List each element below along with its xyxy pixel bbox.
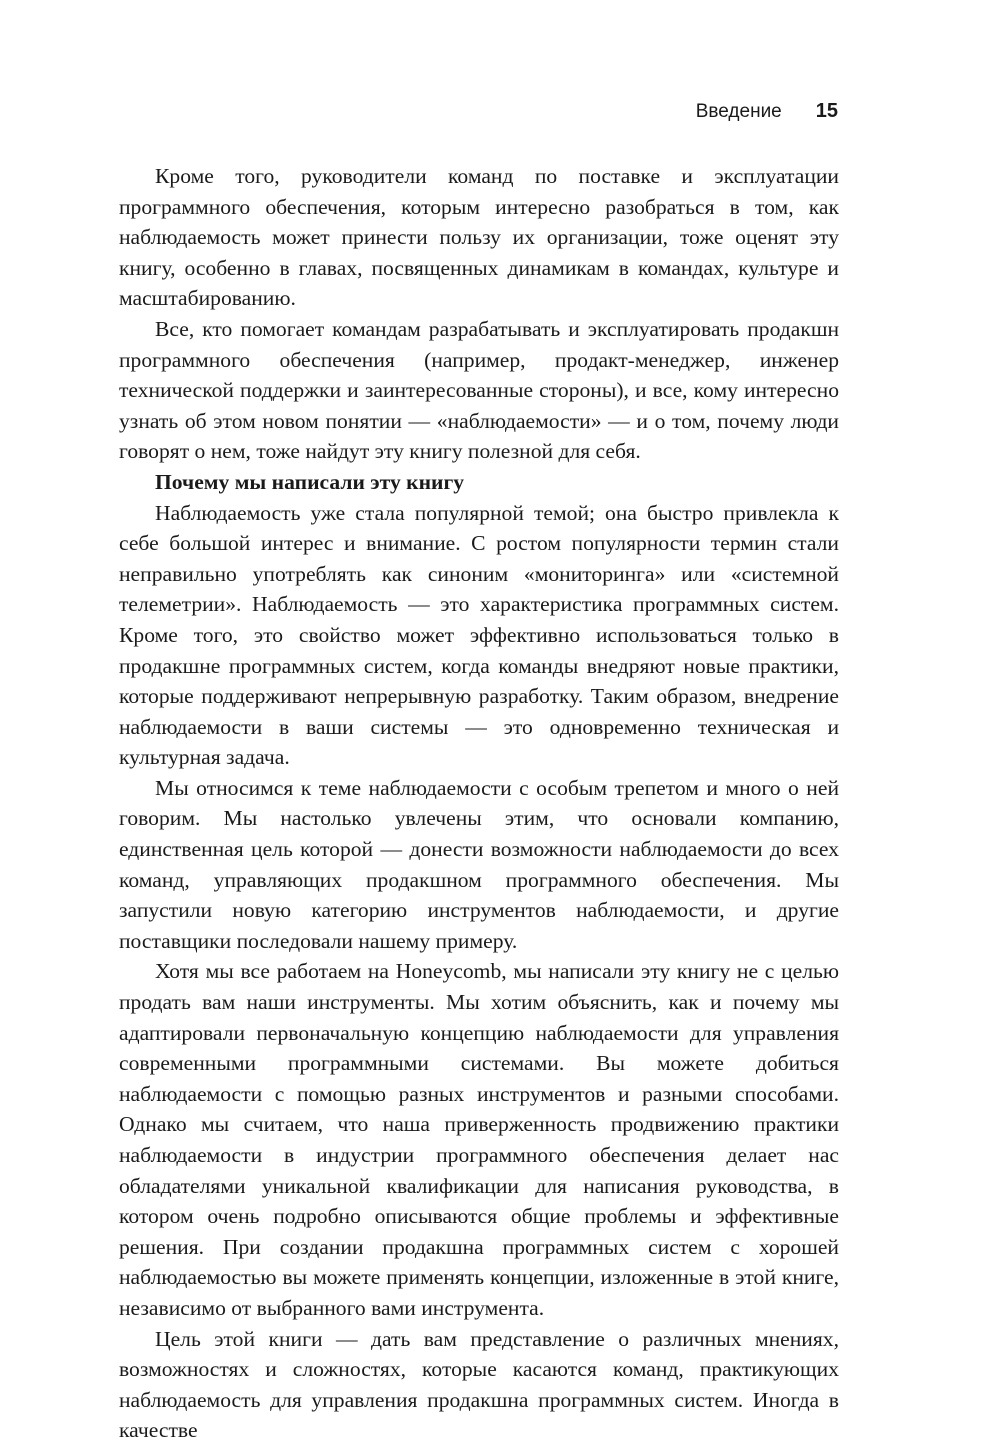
section-heading: Почему мы написали эту книгу [155,469,465,494]
paragraph-6: Цель этой книги — дать вам представление о различных мнениях, возможностях и сложностях, которые касаются команд, практикующих наблюдаемость для управления продакшна программных систем. Иногда в качестве [119,1326,839,1443]
paragraph-4: Мы относимся к теме наблюдаемости с особым трепетом и много о ней говорим. Мы настолько увлечены этим, что основали компанию, единственная цель которой — донести возможности наблюдаемости до всех команд, управляющих продакшном программного обеспечения. Мы запустили новую категорию инструментов наблюдаемости, и другие поставщики последовали нашему примеру. [119,775,839,953]
page-number: 15 [815,100,838,122]
running-head [696,96,838,127]
paragraph-3: Наблюдаемость уже стала популярной темой; она быстро привлекла к себе большой интерес и внимание. С ростом популярности термин стали неправильно употреблять как синоним «мониторинга» или «системной телеметрии». Наблюдаемость — это характеристика программных систем. Кроме того, это свойство может эффективно использоваться только в продакшне программных систем, когда команды внедряют новые практики, которые поддерживают непрерывную разработку. Таким образом, внедрение наблюдаемости в ваши системы — это одновременно техническая и культурная задача. [119,500,839,770]
paragraph-5: Хотя мы все работаем на Honeycomb, мы написали эту книгу не с целью продать вам наши инструменты. Мы хотим объяснить, как и почему мы адаптировали первоначальную концепцию наблюдаемости для управления современными программными системами. Вы можете добиться наблюдаемости с помощью разных инструментов и разными способами. Однако мы считаем, что наша приверженность продвижению практики наблюдаемости в индустрии программного обеспечения делает нас обладателями уникальной квалификации для написания руководства, в котором очень подробно описываются общие проблемы и эффективные решения. При создании продакшна программных систем с хорошей наблюдаемостью вы можете применять концепции, изложенные в этой книге, независимо от выбранного вами инструмента. [119,959,839,1320]
paragraph-1: Кроме того, руководители команд по поставке и эксплуатации программного обеспечения, которым интересно разобраться в том, как наблюдаемость может принести пользу их организации, тоже оценят эту книгу, особенно в главах, посвященных динамикам в командах, культуре и масштабированию. [119,164,839,311]
body-text [119,161,839,1446]
paragraph-2: Все, кто помогает командам разрабатывать и эксплуатировать продакшн программного обеспечения (например, продакт-менеджер, инженер технической поддержки и заинтересованные стороны), и все, кому интересно узнать об этом новом понятии — «наблюдаемости» — и о том, почему люди говорят о нем, тоже найдут эту книгу полезной для себя. [119,316,839,464]
running-head-section-title: Введение [695,101,782,122]
